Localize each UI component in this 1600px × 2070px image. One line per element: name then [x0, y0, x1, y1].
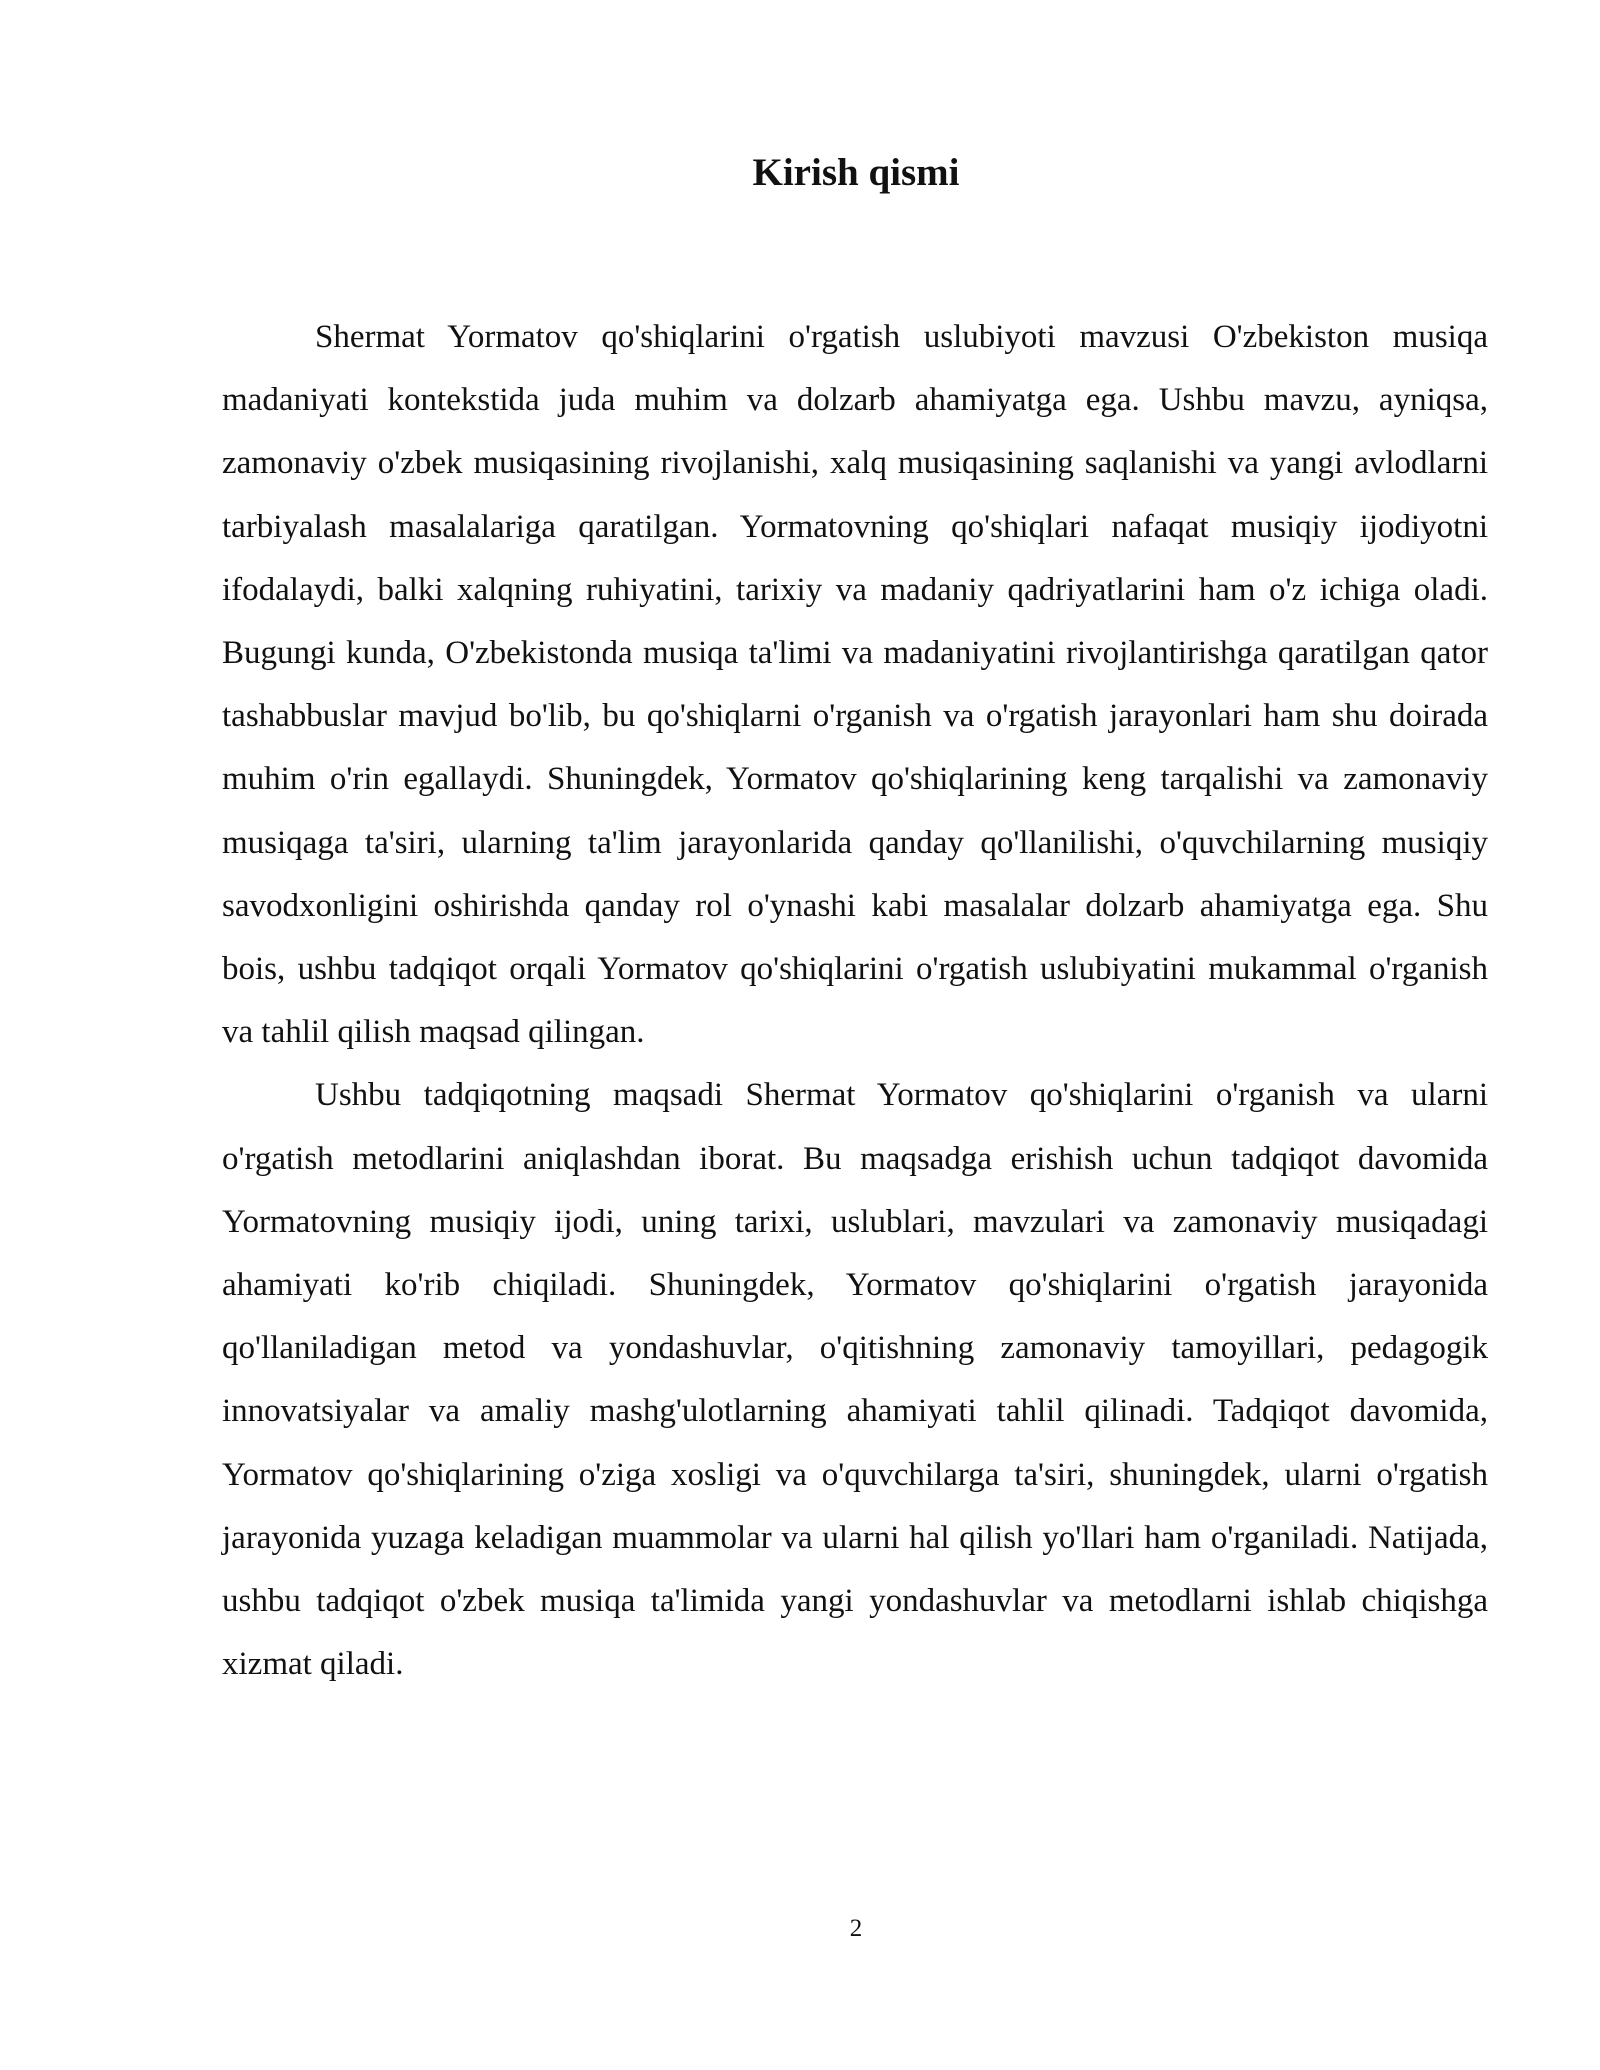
page-number: 2 — [849, 1915, 863, 1942]
paragraph-1: Shermat Yormatov qo'shiqlarini o'rgatish uslubiyoti mavzusi O'zbekiston musiqa madaniyati kontekstida juda muhim va dolzarb ahamiyatga ega. Ushbu mavzu, ayniqsa, zamonaviy o'zbek musiqasining rivojlanishi, xalq musiqasining saqlanishi va yangi avlodlarni tarbiyalash masalalariga qaratilgan. Yormatovning qo'shiqlari nafaqat musiqiy ijodiyotni ifodalaydi, balki xalqning ruhiyatini, tarixiy va madaniy qadriyatlarini ham o'z ichiga oladi. Bugungi kunda, O'zbekistonda musiqa ta'limi va madaniyatini rivojlantirishga qaratilgan qator tashabbuslar mavjud bo'lib, bu qo'shiqlarni o'rganish va o'rgatish jarayonlari ham shu doirada muhim o'rin egallaydi. Shuningdek, Yormatov qo'shiqlarining keng tarqalishi va zamonaviy musiqaga ta'siri, ularning ta'lim jarayonlarida qanday qo'llanilishi, o'quvchilarning musiqiy savodxonligini oshirishda qanday rol o'ynashi kabi masalalar dolzarb ahamiyatga ega. Shu bois, ushbu tadqiqot orqali Yormatov qo'shiqlarini o'rgatish uslubiyatini mukammal o'rganish va tahlil qilish maqsad qilingan. — [222, 319, 1488, 1051]
paragraph-2: Ushbu tadqiqotning maqsadi Shermat Yormatov qo'shiqlarini o'rganish va ularni o'rgatish metodlarini aniqlashdan iborat. Bu maqsadga erishish uchun tadqiqot davomida Yormatovning musiqiy ijodi, uning tarixi, uslublari, mavzulari va zamonaviy musiqadagi ahamiyati ko'rib chiqiladi. Shuningdek, Yormatov qo'shiqlarini o'rgatish jarayonida qo'llaniladigan metod va yondashuvlar, o'qitishning zamonaviy tamoyillari, pedagogik innovatsiyalar va amaliy mashg'ulotlarning ahamiyati tahlil qilinadi. Tadqiqot davomida, Yormatov qo'shiqlarining o'ziga xosligi va o'quvchilarga ta'siri, shuningdek, ularni o'rgatish jarayonida yuzaga keladigan muammolar va ularni hal qilish yo'llari ham o'rganiladi. Natijada, ushbu tadqiqot o'zbek musiqa ta'limida yangi yondashuvlar va metodlarni ishlab chiqishga xizmat qiladi. — [222, 1077, 1488, 1683]
section-title: Kirish qismi — [752, 151, 960, 194]
body-text — [222, 306, 1488, 1696]
